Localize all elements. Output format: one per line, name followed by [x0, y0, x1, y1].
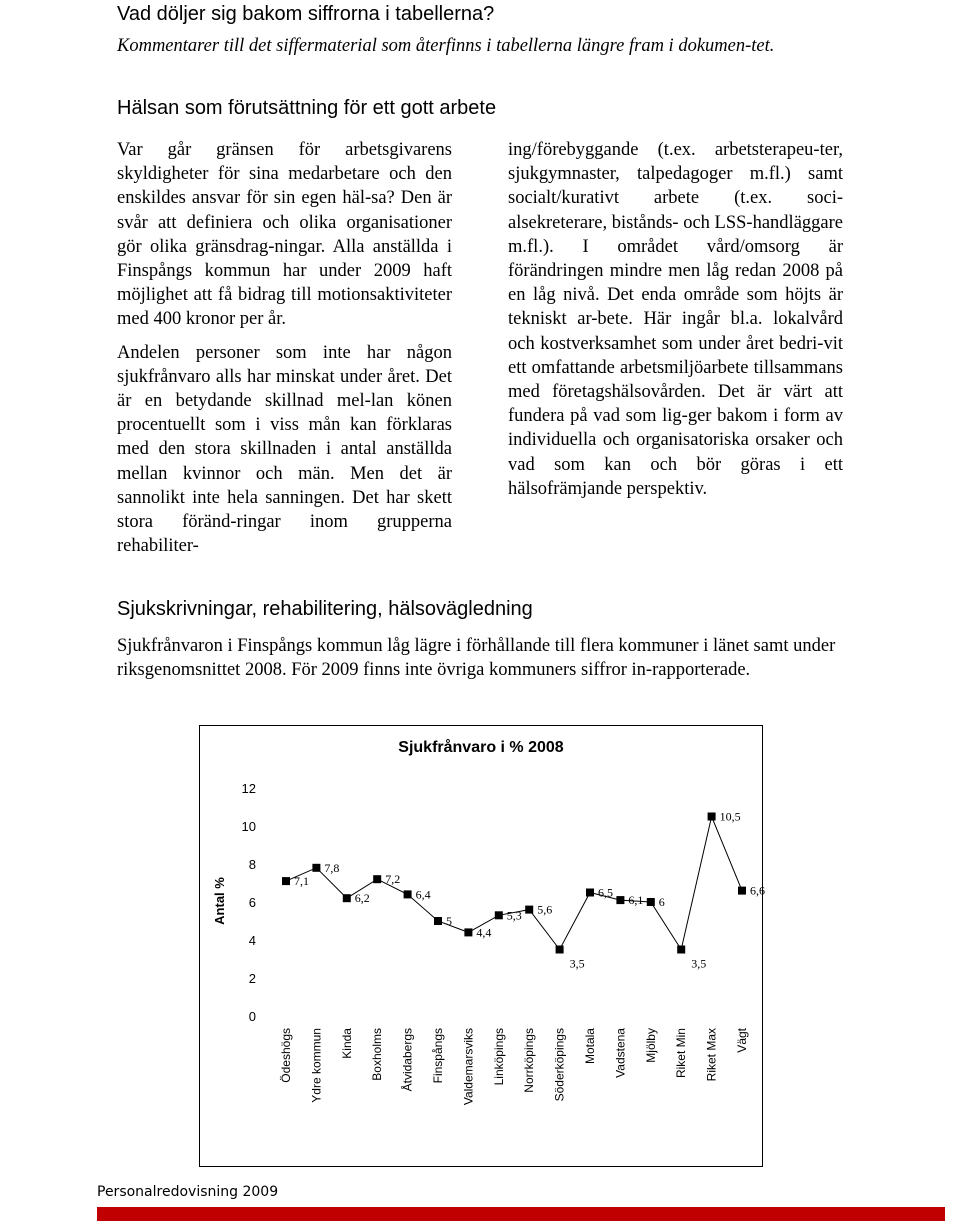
- y-tick-label: 6: [248, 895, 256, 910]
- y-tick-label: 12: [241, 781, 256, 796]
- section-heading-sick-leave: Sjukskrivningar, rehabilitering, hälsovägledning: [117, 598, 533, 620]
- y-tick-label: 2: [248, 971, 256, 986]
- x-tick-label: Ödeshögs: [279, 1028, 293, 1083]
- paragraph: Var går gränsen för arbetsgivarens skyldigheter för sina medarbetare och den enskildes ansvar för sin egen häl-sa? Den är svår att definiera och olika organisationer gör olika gränsdrag-ningar. Alla anställda i Finspångs kommun har under 2009 haft möjlighet att få bidrag till motionsaktiviteter med 400 kronor per år.: [117, 140, 452, 330]
- data-point: [434, 917, 442, 925]
- footer-text: Personalredovisning 2009: [97, 1184, 279, 1200]
- x-tick-label: Riket Min: [674, 1028, 689, 1079]
- x-tick-label: Finspångs: [431, 1028, 445, 1084]
- subtitle: Kommentarer till det siffermaterial som återfinns i tabellerna längre fram i dokumen-tet.: [117, 36, 775, 56]
- data-point: [677, 946, 685, 954]
- y-tick-label: 0: [248, 1009, 256, 1024]
- sick-leave-line-chart: [200, 726, 765, 1166]
- footer-accent-bar: [97, 1207, 945, 1221]
- data-label: 4,4: [476, 925, 492, 940]
- data-label: 6,2: [354, 891, 370, 906]
- data-label: 6: [658, 895, 665, 909]
- data-point: [525, 906, 533, 914]
- x-tick-label: Boxholms: [370, 1028, 385, 1081]
- data-point: [373, 875, 381, 883]
- y-axis-label: Antal %: [212, 877, 227, 925]
- text-column-right: [508, 138, 843, 501]
- data-point: [312, 864, 320, 872]
- data-point: [464, 928, 472, 936]
- text-column-left: [117, 138, 452, 558]
- data-point: [616, 896, 624, 904]
- data-label: 6,6: [750, 883, 765, 898]
- x-tick-label: Kinda: [339, 1028, 354, 1059]
- x-tick-label: Riket Max: [704, 1028, 719, 1082]
- x-tick-label: Söderköpings: [552, 1028, 567, 1102]
- data-label: 6,5: [598, 885, 613, 900]
- data-label: 7,8: [324, 860, 340, 875]
- data-point: [586, 889, 594, 897]
- paragraph: Andelen personer som inte har någon sjukfrånvaro alls har minskat under året. Det är en betydande skillnad mel-lan könen procentuellt som i viss mån kan förklaras med den stora skillnaden i antal anställda mellan kvinnor och män. Men det är sannolikt inte hela sanningen. Det har skett stora föränd-ringar inom grupperna rehabiliter-: [117, 342, 452, 557]
- data-point: [343, 894, 351, 902]
- y-tick-label: 8: [248, 857, 256, 872]
- data-point: [404, 890, 412, 898]
- chart-title: Sjukfrånvaro i % 2008: [398, 739, 564, 756]
- data-label: 7,2: [385, 872, 401, 887]
- data-point: [495, 911, 503, 919]
- chart-container: [199, 725, 763, 1167]
- data-point: [647, 898, 655, 906]
- series-line: [286, 817, 742, 950]
- data-label: 6,1: [628, 893, 644, 908]
- data-point: [282, 877, 290, 885]
- data-label: 5,6: [537, 902, 553, 917]
- x-tick-label: Linköpings: [491, 1028, 506, 1086]
- data-label: 5: [446, 914, 452, 928]
- x-tick-label: Vadstena: [613, 1028, 628, 1078]
- data-label: 3,5: [691, 956, 707, 971]
- data-point: [738, 887, 746, 895]
- data-label: 3,5: [569, 956, 585, 971]
- x-tick-label: Norrköpings: [522, 1028, 537, 1093]
- x-tick-label: Valdemarsviks: [461, 1028, 476, 1106]
- x-tick-label: Ydre kommun: [309, 1028, 324, 1103]
- data-label: 10,5: [719, 809, 741, 824]
- y-tick-label: 4: [248, 933, 256, 948]
- data-point: [556, 946, 564, 954]
- main-heading: Vad döljer sig bakom siffrorna i tabellerna?: [117, 3, 495, 25]
- x-tick-label: Mjölby: [643, 1028, 658, 1063]
- x-tick-label: Åtvidabergs: [400, 1028, 415, 1092]
- data-label: 7,1: [294, 874, 309, 889]
- x-tick-label: Motala: [583, 1028, 597, 1065]
- y-tick-label: 10: [241, 819, 256, 834]
- data-label: 6,4: [415, 887, 431, 902]
- paragraph: Sjukfrånvaron i Finspångs kommun låg lägre i förhållande till flera kommuner i länet samt under riksgenomsnittet 2008. För 2009 finns inte övriga kommuners siffror in-rapporterade.: [117, 636, 836, 681]
- data-label: 5,3: [506, 908, 522, 923]
- section-heading-health: Hälsan som förutsättning för ett gott arbete: [117, 97, 497, 119]
- x-tick-label: Vägt: [735, 1028, 749, 1053]
- paragraph: ing/förebyggande (t.ex. arbetsterapeu-ter, sjukgymnaster, talpedagoger m.fl.) samt socialt/kurativt arbete (t.ex. soci-alsekreterare, bistånds- och LSS-handläggare m.fl.). I området vård/omsorg är förändringen mindre men låg redan 2008 på en låg nivå. Det enda område som höjts är tekniskt ar-bete. Här ingår bl.a. lokalvård och kostverksamhet som under året bedri-vit ett omfattande arbetsmiljöarbete tillsammans med företagshälsovården. Det är värt att fundera på vad som lig-ger bakom i form av individuella och organisatoriska orsaker och vad som kan och bör göras i ett hälsofrämjande perspektiv.: [508, 140, 843, 499]
- data-point: [708, 813, 716, 821]
